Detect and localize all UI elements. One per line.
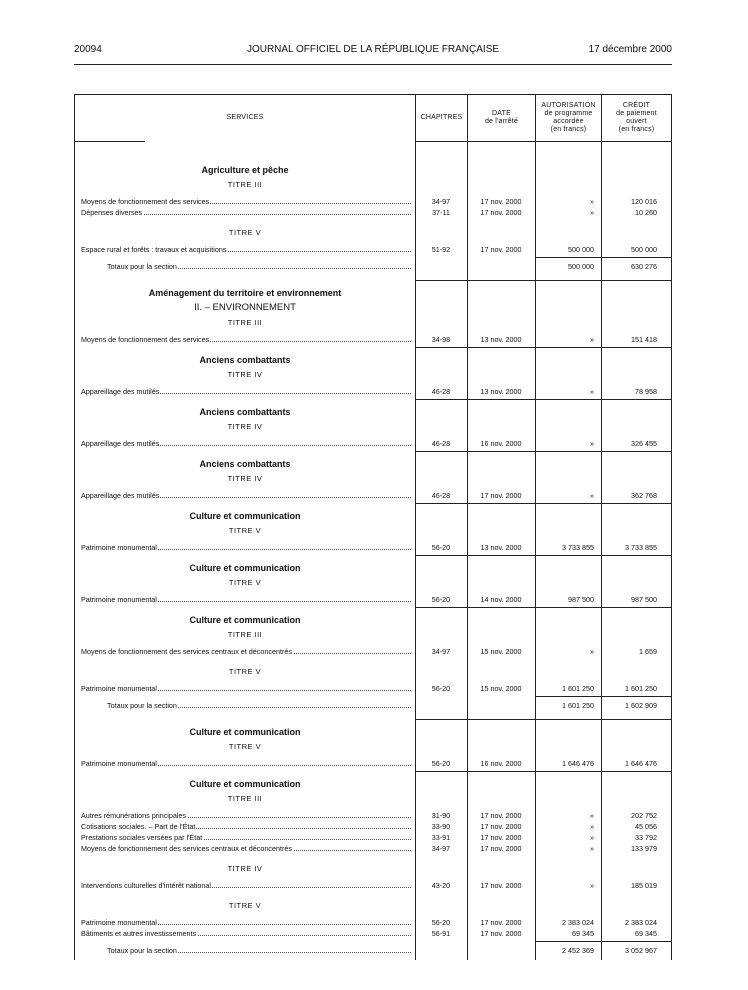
table-row [75,334,671,345]
chapitre-cell: 56-20 [431,759,451,768]
total-label-cell [107,700,413,711]
table-row [75,196,671,207]
service-cell [81,334,413,345]
service-label: Moyens de fonctionnement des services [81,335,210,344]
total-credit-cell: 3 052 967 [625,946,657,955]
table-row [75,490,671,501]
service-cell [81,196,413,207]
section-title: Culture et communication [189,511,301,521]
autorisation-cell: 500 000 [568,245,594,254]
section-rule [535,941,671,942]
titre-label: TITRE IV [227,370,263,379]
totals-row [75,700,671,711]
autorisation-cell: » [590,881,594,890]
column-header-label: CHAPITRES [420,114,463,121]
date-cell: 16 nov. 2000 [480,759,522,768]
service-label: Totaux pour la section [107,701,177,710]
table-row [75,542,671,553]
credit-cell: 45 056 [635,822,657,831]
service-label: Cotisations sociales. – Part de l'État [81,822,196,831]
credit-cell: 500 000 [631,245,657,254]
service-cell [81,386,413,397]
chapitre-cell: 34-98 [431,335,451,344]
section-rule [415,719,671,720]
chapitre-cell: 34-97 [431,197,451,206]
service-label: Moyens de fonctionnement des services centraux et déconcentrés [81,647,292,656]
titre-label: TITRE III [227,794,263,803]
credit-cell: 1 601 250 [625,684,657,693]
titre-label: TITRE III [227,180,263,189]
issue-date: 17 décembre 2000 [588,44,672,55]
column-header-date [468,95,535,141]
section-rule [535,696,671,697]
section-title: Aménagement du territoire et environnement [148,288,342,298]
autorisation-cell: 69 345 [572,929,594,938]
date-cell: 17 nov. 2000 [480,929,522,938]
date-cell: 17 nov. 2000 [480,881,522,890]
credit-cell: 987 500 [631,595,657,604]
section-rule [415,451,671,452]
service-cell [81,244,413,255]
chapitre-cell: 34-97 [431,844,451,853]
total-label-cell [107,945,413,956]
chapitre-cell: 34-97 [431,647,451,656]
column-header-label: (en francs) [550,126,587,133]
titre-label: TITRE V [228,228,262,237]
titre-label: TITRE V [228,526,262,535]
section-title: Culture et communication [189,615,301,625]
autorisation-cell: 1 601 250 [562,684,594,693]
credit-cell: 185 019 [631,881,657,890]
total-autorisation-cell: 1 601 250 [562,701,594,710]
total-autorisation-cell: 500 000 [568,262,594,271]
column-header-label: de l'arrêté [484,118,519,125]
service-label: Patrimoine monumental [81,595,157,604]
chapitre-cell: 46-28 [431,439,451,448]
chapitre-cell: 31-90 [431,811,451,820]
header-rule [74,64,672,65]
table-row [75,386,671,397]
subsection-title: II. – ENVIRONNEMENT [194,302,296,313]
titre-label: TITRE V [228,667,262,676]
service-label: Totaux pour la section [107,262,177,271]
autorisation-cell: » [590,833,594,842]
column-header-label: DATE [492,110,511,117]
total-credit-cell: 1 602 909 [625,701,657,710]
service-label: Prestations sociales versées par l'État [81,833,203,842]
service-label: Totaux pour la section [107,946,177,955]
header-rule [75,141,145,142]
total-label-cell [107,261,413,272]
table-row [75,821,671,832]
column-header-autorisation [536,95,601,141]
journal-title: JOURNAL OFFICIEL DE LA RÉPUBLIQUE FRANÇAISE [246,44,500,55]
table-row [75,594,671,605]
column-header-label: AUTORISATION [541,102,596,109]
service-cell [81,438,413,449]
date-cell: 14 nov. 2000 [480,595,522,604]
column-header-services [75,95,415,141]
service-label: Autres rémunérations principales [81,811,187,820]
autorisation-cell: » [590,387,594,396]
section-rule [415,771,671,772]
service-label: Interventions culturelles d'intérêt national [81,881,212,890]
autorisation-cell: » [590,811,594,820]
credit-cell: 362 768 [631,491,657,500]
column-header-label: CRÉDIT [622,102,651,109]
service-label: Bâtiments et autres investissements [81,929,197,938]
chapitre-cell: 43-20 [431,881,451,890]
column-header-label: SERVICES [226,114,264,121]
service-label: Patrimoine monumental [81,759,157,768]
date-cell: 17 nov. 2000 [480,245,522,254]
table-row [75,843,671,854]
chapitre-cell: 33-90 [431,822,451,831]
titre-label: TITRE III [227,630,263,639]
chapitre-cell: 33-91 [431,833,451,842]
credit-cell: 33 792 [635,833,657,842]
section-title: Anciens combattants [199,459,291,469]
service-cell [81,646,413,657]
credits-table [74,94,672,960]
table-row [75,646,671,657]
date-cell: 15 nov. 2000 [480,647,522,656]
credit-cell: 1 646 476 [625,759,657,768]
table-row [75,928,671,939]
column-header-label: ouvert [626,118,647,125]
header-rule [415,141,671,142]
section-rule [415,555,671,556]
service-label: Appareillage des mutilés [81,439,160,448]
autorisation-cell: » [590,439,594,448]
service-cell [81,683,413,694]
section-rule [415,503,671,504]
column-header-label: de paiement [616,110,657,117]
credit-cell: 10 260 [635,208,657,217]
credit-cell: 1 659 [639,647,657,656]
autorisation-cell: » [590,822,594,831]
autorisation-cell: » [590,197,594,206]
service-label: Moyens de fonctionnement des services [81,197,210,206]
chapitre-cell: 46-28 [431,387,451,396]
table-header [75,95,671,141]
service-label: Dépenses diverses [81,208,143,217]
service-label: Patrimoine monumental [81,918,157,927]
credit-cell: 202 752 [631,811,657,820]
section-title: Agriculture et pêche [201,165,289,175]
service-cell [81,594,413,605]
chapitre-cell: 56-20 [431,684,451,693]
chapitre-cell: 56-91 [431,929,451,938]
autorisation-cell: 3 733 855 [562,543,594,552]
date-cell: 17 nov. 2000 [480,491,522,500]
credit-cell: 120 016 [631,197,657,206]
table-row [75,244,671,255]
table-row [75,880,671,891]
section-rule [535,257,671,258]
credit-cell: 69 345 [635,929,657,938]
service-label: Patrimoine monumental [81,543,157,552]
totals-row [75,261,671,272]
credit-cell: 2 383 024 [625,918,657,927]
section-rule [415,607,671,608]
chapitre-cell: 46-28 [431,491,451,500]
credit-cell: 151 418 [631,335,657,344]
section-rule [415,280,671,281]
service-cell [81,928,413,939]
titre-label: TITRE V [228,742,262,751]
titre-label: TITRE III [227,318,263,327]
date-cell: 17 nov. 2000 [480,822,522,831]
service-cell [81,490,413,501]
table-row [75,758,671,769]
section-title: Culture et communication [189,727,301,737]
table-row [75,438,671,449]
section-title: Anciens combattants [199,355,291,365]
service-label: Espace rural et forêts : travaux et acquisitions [81,245,227,254]
date-cell: 16 nov. 2000 [480,439,522,448]
table-row [75,683,671,694]
column-header-chapitres [416,95,467,141]
service-cell [81,880,413,891]
date-cell: 13 nov. 2000 [480,387,522,396]
totals-row [75,945,671,956]
section-title: Culture et communication [189,779,301,789]
date-cell: 17 nov. 2000 [480,844,522,853]
table-row [75,832,671,843]
total-autorisation-cell: 2 452 369 [562,946,594,955]
table-row [75,207,671,218]
section-rule [415,399,671,400]
autorisation-cell: » [590,491,594,500]
total-credit-cell: 630 276 [631,262,657,271]
autorisation-cell: » [590,208,594,217]
column-header-label: accordée [553,118,584,125]
column-header-credit [602,95,671,141]
date-cell: 13 nov. 2000 [480,335,522,344]
autorisation-cell: » [590,647,594,656]
date-cell: 17 nov. 2000 [480,811,522,820]
chapitre-cell: 51-92 [431,245,451,254]
section-rule [415,347,671,348]
autorisation-cell: 987 500 [568,595,594,604]
section-title: Culture et communication [189,563,301,573]
date-cell: 13 nov. 2000 [480,543,522,552]
service-cell [81,821,413,832]
titre-label: TITRE IV [227,864,263,873]
page-header [74,44,672,62]
service-label: Moyens de fonctionnement des services centraux et déconcentrés [81,844,292,853]
credit-cell: 326 455 [631,439,657,448]
chapitre-cell: 56-20 [431,543,451,552]
autorisation-cell: 1 646 476 [562,759,594,768]
table-row [75,917,671,928]
service-cell [81,542,413,553]
service-cell [81,832,413,843]
page-number: 20094 [74,44,102,55]
date-cell: 17 nov. 2000 [480,208,522,217]
chapitre-cell: 37-11 [432,208,450,217]
table-row [75,810,671,821]
date-cell: 17 nov. 2000 [480,833,522,842]
service-cell [81,843,413,854]
service-cell [81,917,413,928]
titre-label: TITRE IV [227,422,263,431]
column-header-label: (en francs) [618,126,655,133]
service-cell [81,207,413,218]
autorisation-cell: 2 383 024 [562,918,594,927]
date-cell: 15 nov. 2000 [480,684,522,693]
titre-label: TITRE V [228,578,262,587]
date-cell: 17 nov. 2000 [480,918,522,927]
service-label: Appareillage des mutilés [81,491,160,500]
chapitre-cell: 56-20 [431,918,451,927]
credit-cell: 133 979 [631,844,657,853]
credit-cell: 78 958 [635,387,657,396]
autorisation-cell: » [590,335,594,344]
credit-cell: 3 733 855 [625,543,657,552]
service-cell [81,810,413,821]
titre-label: TITRE IV [227,474,263,483]
titre-label: TITRE V [228,901,262,910]
service-cell [81,758,413,769]
autorisation-cell: » [590,844,594,853]
section-title: Anciens combattants [199,407,291,417]
column-header-label: de programme [544,110,593,117]
service-label: Appareillage des mutilés [81,387,160,396]
chapitre-cell: 56-20 [431,595,451,604]
service-label: Patrimoine monumental [81,684,157,693]
date-cell: 17 nov. 2000 [480,197,522,206]
